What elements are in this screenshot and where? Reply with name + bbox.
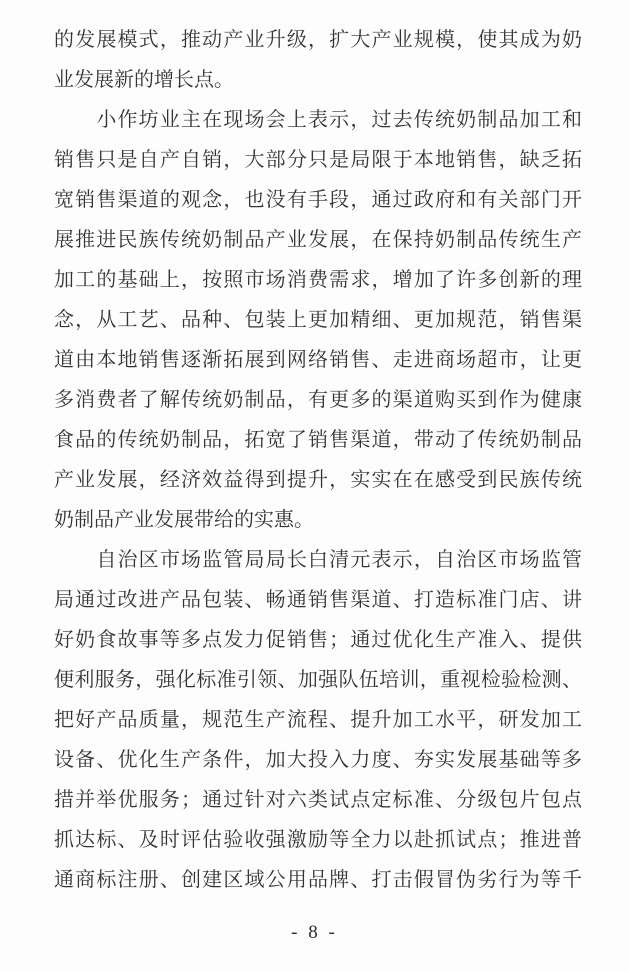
text-line: 通商标注册、创建区域公用品牌、打击假冒伪劣行为等千 (54, 869, 582, 891)
text-line: 念，从工艺、品种、包装上更加精细、更加规范，销售渠 (54, 309, 582, 331)
text-line: 的发展模式，推动产业升级，扩大产业规模，使其成为奶 (54, 29, 582, 51)
text-line: 加工的基础上，按照市场消费需求，增加了许多创新的理 (54, 269, 582, 291)
text-line: 业发展新的增长点。 (54, 69, 234, 91)
text-line: 设备、优化生产条件，加大投入力度、夯实发展基础等多 (54, 749, 582, 771)
text-line: 宽销售渠道的观念，也没有手段，通过政府和有关部门开 (54, 189, 582, 211)
text-line: 产业发展，经济效益得到提升，实实在在感受到民族传统 (54, 469, 582, 491)
text-line: 道由本地销售逐渐拓展到网络销售、走进商场超市，让更 (54, 349, 582, 371)
page-footer (0, 922, 629, 944)
text-line: 措并举优服务；通过针对六类试点定标准、分级包片包点 (54, 789, 582, 811)
text-line: 多消费者了解传统奶制品，有更多的渠道购买到作为健康 (54, 389, 582, 411)
text-line: 自治区市场监管局局长白清元表示，自治区市场监管 (54, 549, 582, 571)
text-line: 展推进民族传统奶制品产业发展，在保持奶制品传统生产 (54, 229, 582, 251)
text-line: 便利服务，强化标准引领、加强队伍培训，重视检验检测、 (54, 669, 582, 691)
text-line: 好奶食故事等多点发力促销售；通过优化生产准入、提供 (54, 629, 582, 651)
text-line: 抓达标、及时评估验收强激励等全力以赴抓试点；推进普 (54, 829, 582, 851)
text-line: 小作坊业主在现场会上表示，过去传统奶制品加工和 (54, 109, 582, 131)
text-line: 把好产品质量，规范生产流程、提升加工水平，研发加工 (54, 709, 582, 731)
document-body (54, 20, 582, 900)
text-line: 销售只是自产自销，大部分只是局限于本地销售，缺乏拓 (54, 149, 582, 171)
page-number: - 8 - (291, 922, 338, 943)
text-line: 奶制品产业发展带给的实惠。 (54, 509, 314, 531)
text-line: 局通过改进产品包装、畅通销售渠道、打造标准门店、讲 (54, 589, 582, 611)
text-line: 食品的传统奶制品，拓宽了销售渠道，带动了传统奶制品 (54, 429, 582, 451)
